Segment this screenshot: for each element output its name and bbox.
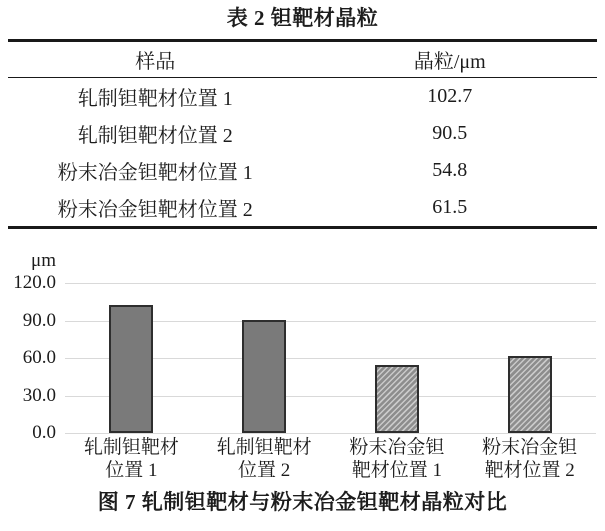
y-axis-unit-label: μm: [31, 250, 56, 271]
gridline: [65, 283, 596, 284]
y-tick-label: 90.0: [22, 309, 56, 331]
table-row: [8, 189, 597, 228]
table-row: [8, 115, 597, 152]
grain-size-cell: 102.7: [427, 85, 473, 107]
table-header: [8, 41, 597, 78]
bar-4: [508, 356, 552, 433]
y-tick-label: 120.0: [13, 272, 56, 293]
bar-3: [375, 365, 419, 434]
table-row: [8, 152, 597, 189]
x-category-label-line: 粉末冶金钽: [349, 437, 445, 458]
y-tick-label: 30.0: [22, 384, 56, 406]
x-category-label-line: 位置 2: [237, 460, 291, 481]
sample-cell: 轧制钽靶材位置 1: [77, 88, 233, 110]
table-header-row: [8, 41, 597, 78]
x-category-label: [198, 436, 331, 482]
sample-cell: 粉末冶金钽靶材位置 2: [57, 199, 253, 221]
grain-size-cell: 61.5: [432, 196, 468, 218]
figure-7: [0, 238, 605, 530]
y-tick-label: 60.0: [22, 347, 56, 368]
figure-caption: 图 7 轧制钽靶材与粉末冶金钽靶材晶粒对比: [97, 490, 508, 514]
table-body: [8, 78, 597, 228]
bar-2: [242, 320, 286, 433]
grain-size-cell: 54.8: [432, 159, 468, 181]
x-category-label-line: 靶材位置 2: [484, 460, 575, 481]
y-tick-label: 0.0: [32, 422, 56, 443]
sample-cell: 粉末冶金钽靶材位置 1: [57, 162, 253, 184]
x-axis-labels: [65, 436, 596, 482]
x-category-label: [65, 436, 198, 482]
sample-cell: 轧制钽靶材位置 2: [77, 125, 233, 147]
grain-size-cell: 90.5: [432, 122, 468, 144]
x-category-label-line: 靶材位置 1: [351, 460, 442, 481]
plot-area: [65, 283, 596, 433]
grain-size-table: [8, 39, 597, 229]
x-category-label: [331, 436, 464, 482]
x-category-label-line: 轧制钽靶材: [216, 437, 312, 458]
bar-1: [109, 305, 153, 433]
y-axis: [0, 272, 56, 443]
x-category-label-line: 粉末冶金钽: [482, 437, 578, 458]
table-row: [8, 78, 597, 116]
gridline: [65, 433, 596, 434]
x-category-label-line: 轧制钽靶材: [83, 437, 179, 458]
col-header-grain-size: 晶粒/μm: [303, 41, 598, 78]
x-category-label-line: 位置 1: [105, 460, 158, 481]
table-title: 表 2 钽靶材晶粒: [226, 6, 379, 30]
col-header-sample: 样品: [8, 41, 303, 78]
x-category-label: [463, 436, 596, 482]
